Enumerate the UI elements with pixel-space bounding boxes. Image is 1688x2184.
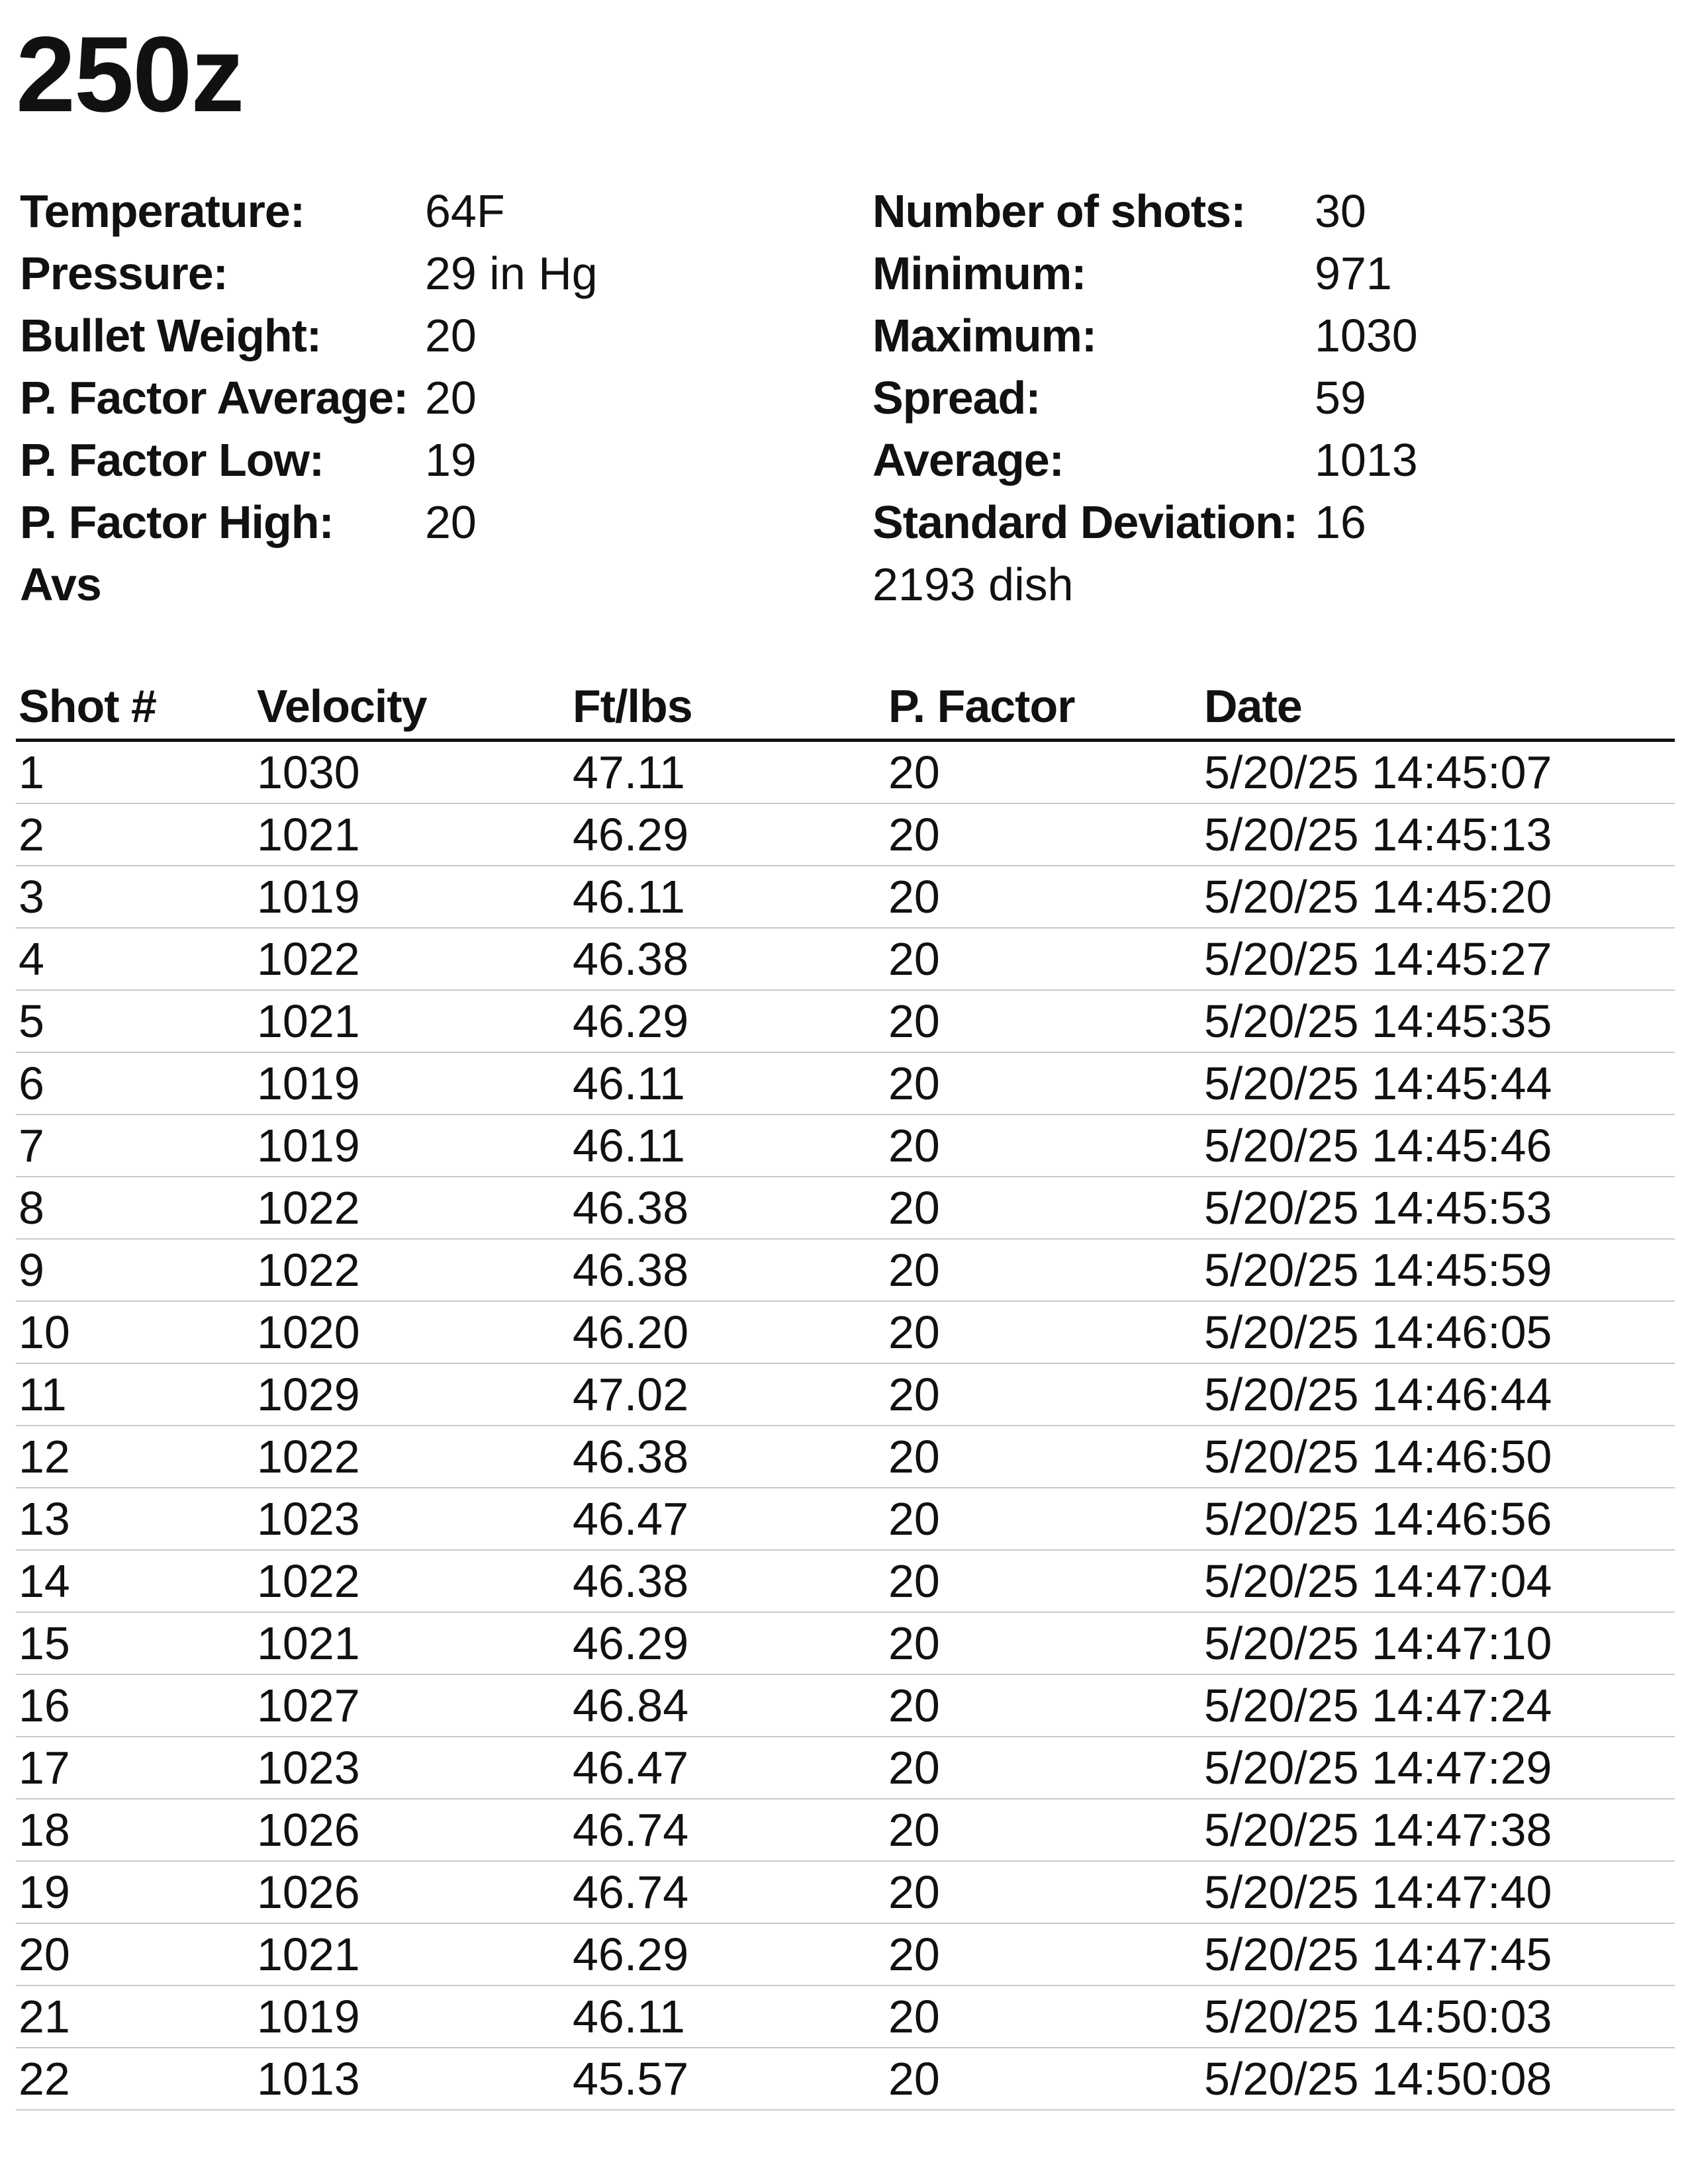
cell-ft-lbs: 46.29: [570, 990, 886, 1052]
cell-shot-number: 15: [16, 1612, 254, 1674]
cell-velocity: 1019: [254, 866, 570, 928]
table-row: [16, 1426, 1675, 1488]
cell-velocity: 1020: [254, 1301, 570, 1363]
cell-shot-number: 20: [16, 1923, 254, 1985]
stat-value: 29 in Hg: [425, 248, 598, 299]
cell-date: 5/20/25 14:45:44: [1201, 1052, 1675, 1115]
stat-label: Maximum:: [872, 310, 1097, 361]
cell-ft-lbs: 46.11: [570, 1052, 886, 1115]
stat-label: P. Factor Average:: [20, 372, 408, 424]
table-body: [16, 741, 1675, 2111]
table-row: [16, 1799, 1675, 1861]
cell-date: 5/20/25 14:45:46: [1201, 1115, 1675, 1177]
cell-velocity: 1026: [254, 1799, 570, 1861]
cell-p-factor: 20: [886, 1550, 1201, 1612]
table-row: [16, 1612, 1675, 1674]
stat-label: P. Factor Low:: [20, 434, 324, 486]
header-shot-number: Shot #: [16, 674, 254, 741]
cell-date: 5/20/25 14:45:59: [1201, 1239, 1675, 1301]
table-row: [16, 928, 1675, 990]
cell-velocity: 1029: [254, 1363, 570, 1426]
cell-p-factor: 20: [886, 1363, 1201, 1426]
cell-velocity: 1022: [254, 1426, 570, 1488]
table-row: [16, 1923, 1675, 1985]
cell-p-factor: 20: [886, 1488, 1201, 1550]
cell-velocity: 1021: [254, 803, 570, 866]
cell-p-factor: 20: [886, 1301, 1201, 1363]
cell-velocity: 1021: [254, 1923, 570, 1985]
cell-ft-lbs: 46.38: [570, 1550, 886, 1612]
stat-label: Spread:: [872, 372, 1041, 424]
cell-ft-lbs: 46.38: [570, 928, 886, 990]
table-row: [16, 1488, 1675, 1550]
cell-velocity: 1021: [254, 990, 570, 1052]
cell-p-factor: 20: [886, 1612, 1201, 1674]
cell-p-factor: 20: [886, 1426, 1201, 1488]
cell-shot-number: 19: [16, 1861, 254, 1923]
cell-ft-lbs: 46.74: [570, 1799, 886, 1861]
cell-date: 5/20/25 14:47:38: [1201, 1799, 1675, 1861]
stat-label: P. Factor High:: [20, 496, 334, 548]
cell-date: 5/20/25 14:50:03: [1201, 1985, 1675, 2048]
header-ft-lbs: Ft/lbs: [570, 674, 886, 741]
stat-pfactor-average: [20, 367, 598, 429]
cell-velocity: 1019: [254, 1052, 570, 1115]
stat-value: 30: [1315, 185, 1366, 237]
table-row: [16, 1550, 1675, 1612]
cell-p-factor: 20: [886, 1674, 1201, 1737]
table-row: [16, 1239, 1675, 1301]
cell-shot-number: 2: [16, 803, 254, 866]
stat-label: Temperature:: [20, 185, 305, 237]
cell-date: 5/20/25 14:46:50: [1201, 1426, 1675, 1488]
stat-bullet-weight: [20, 304, 598, 367]
cell-p-factor: 20: [886, 1985, 1201, 2048]
table-row: [16, 1674, 1675, 1737]
stat-label: Minimum:: [872, 248, 1086, 299]
cell-shot-number: 11: [16, 1363, 254, 1426]
cell-p-factor: 20: [886, 1737, 1201, 1799]
cell-ft-lbs: 46.20: [570, 1301, 886, 1363]
stat-label: Avs: [20, 559, 101, 610]
cell-ft-lbs: 45.57: [570, 2048, 886, 2110]
table-row: [16, 1115, 1675, 1177]
stat-label: Pressure:: [20, 248, 228, 299]
table-row: [16, 1177, 1675, 1239]
cell-shot-number: 12: [16, 1426, 254, 1488]
cell-date: 5/20/25 14:47:45: [1201, 1923, 1675, 1985]
stat-value: 20: [425, 372, 477, 424]
cell-velocity: 1019: [254, 1985, 570, 2048]
cell-ft-lbs: 47.02: [570, 1363, 886, 1426]
table-row: [16, 1985, 1675, 2048]
stat-standard-deviation: [872, 491, 1418, 553]
cell-velocity: 1026: [254, 1861, 570, 1923]
cell-shot-number: 5: [16, 990, 254, 1052]
page-title: 250z: [16, 15, 244, 134]
cell-ft-lbs: 46.29: [570, 1923, 886, 1985]
stat-value: 64F: [425, 185, 505, 237]
cell-date: 5/20/25 14:47:04: [1201, 1550, 1675, 1612]
cell-shot-number: 14: [16, 1550, 254, 1612]
cell-p-factor: 20: [886, 1239, 1201, 1301]
cell-shot-number: 21: [16, 1985, 254, 2048]
cell-ft-lbs: 46.29: [570, 1612, 886, 1674]
stat-value: 16: [1315, 496, 1366, 548]
stat-avs-value: [872, 553, 1418, 615]
cell-date: 5/20/25 14:47:24: [1201, 1674, 1675, 1737]
cell-ft-lbs: 46.29: [570, 803, 886, 866]
cell-p-factor: 20: [886, 1177, 1201, 1239]
cell-date: 5/20/25 14:45:20: [1201, 866, 1675, 928]
cell-p-factor: 20: [886, 1052, 1201, 1115]
table-row: [16, 2048, 1675, 2110]
stat-label: Number of shots:: [872, 185, 1246, 237]
cell-velocity: 1027: [254, 1674, 570, 1737]
table-row: [16, 1363, 1675, 1426]
header-p-factor: P. Factor: [886, 674, 1201, 741]
cell-shot-number: 4: [16, 928, 254, 990]
table-row: [16, 866, 1675, 928]
cell-date: 5/20/25 14:45:53: [1201, 1177, 1675, 1239]
cell-shot-number: 6: [16, 1052, 254, 1115]
cell-shot-number: 7: [16, 1115, 254, 1177]
cell-ft-lbs: 46.84: [570, 1674, 886, 1737]
cell-p-factor: 20: [886, 1799, 1201, 1861]
cell-date: 5/20/25 14:45:27: [1201, 928, 1675, 990]
cell-date: 5/20/25 14:46:05: [1201, 1301, 1675, 1363]
cell-shot-number: 16: [16, 1674, 254, 1737]
cell-ft-lbs: 46.74: [570, 1861, 886, 1923]
cell-p-factor: 20: [886, 2048, 1201, 2110]
table-row: [16, 803, 1675, 866]
cell-velocity: 1022: [254, 1177, 570, 1239]
cell-ft-lbs: 46.11: [570, 1115, 886, 1177]
stat-label: Bullet Weight:: [20, 310, 322, 361]
cell-velocity: 1023: [254, 1737, 570, 1799]
cell-shot-number: 18: [16, 1799, 254, 1861]
cell-date: 5/20/25 14:47:10: [1201, 1612, 1675, 1674]
cell-shot-number: 17: [16, 1737, 254, 1799]
cell-date: 5/20/25 14:47:29: [1201, 1737, 1675, 1799]
cell-p-factor: 20: [886, 1115, 1201, 1177]
cell-velocity: 1019: [254, 1115, 570, 1177]
stat-label: Average:: [872, 434, 1064, 486]
stat-number-of-shots: [872, 180, 1418, 242]
stat-pfactor-high: [20, 491, 598, 553]
table-row: [16, 1737, 1675, 1799]
cell-date: 5/20/25 14:47:40: [1201, 1861, 1675, 1923]
avs-value: 2193 dish: [872, 559, 1074, 610]
cell-velocity: 1023: [254, 1488, 570, 1550]
summary-left: [20, 180, 598, 615]
header-velocity: Velocity: [254, 674, 570, 741]
stat-value: 20: [425, 496, 477, 548]
cell-p-factor: 20: [886, 1923, 1201, 1985]
cell-ft-lbs: 46.11: [570, 866, 886, 928]
cell-ft-lbs: 46.47: [570, 1488, 886, 1550]
cell-p-factor: 20: [886, 1861, 1201, 1923]
cell-p-factor: 20: [886, 928, 1201, 990]
cell-shot-number: 10: [16, 1301, 254, 1363]
stat-value: 20: [425, 310, 477, 361]
stat-maximum: [872, 304, 1418, 367]
cell-p-factor: 20: [886, 741, 1201, 804]
cell-shot-number: 13: [16, 1488, 254, 1550]
stat-spread: [872, 367, 1418, 429]
cell-shot-number: 22: [16, 2048, 254, 2110]
cell-shot-number: 1: [16, 741, 254, 804]
cell-ft-lbs: 46.38: [570, 1239, 886, 1301]
cell-date: 5/20/25 14:45:13: [1201, 803, 1675, 866]
stat-value: 19: [425, 434, 477, 486]
cell-velocity: 1013: [254, 2048, 570, 2110]
table-row: [16, 1861, 1675, 1923]
stat-minimum: [872, 242, 1418, 304]
stat-avs: [20, 553, 598, 615]
cell-velocity: 1021: [254, 1612, 570, 1674]
table-row: [16, 741, 1675, 804]
cell-velocity: 1030: [254, 741, 570, 804]
cell-shot-number: 8: [16, 1177, 254, 1239]
summary-right: [872, 180, 1418, 615]
stat-label: Standard Deviation:: [872, 496, 1298, 548]
cell-velocity: 1022: [254, 928, 570, 990]
cell-shot-number: 9: [16, 1239, 254, 1301]
stat-average: [872, 429, 1418, 491]
cell-p-factor: 20: [886, 803, 1201, 866]
stat-value: 971: [1315, 248, 1392, 299]
stat-value: 1013: [1315, 434, 1418, 486]
cell-date: 5/20/25 14:50:08: [1201, 2048, 1675, 2110]
cell-ft-lbs: 46.47: [570, 1737, 886, 1799]
cell-date: 5/20/25 14:46:44: [1201, 1363, 1675, 1426]
table-row: [16, 990, 1675, 1052]
stat-pfactor-low: [20, 429, 598, 491]
cell-date: 5/20/25 14:46:56: [1201, 1488, 1675, 1550]
header-date: Date: [1201, 674, 1675, 741]
table-header-row: [16, 674, 1675, 741]
cell-ft-lbs: 46.38: [570, 1426, 886, 1488]
cell-ft-lbs: 46.11: [570, 1985, 886, 2048]
cell-velocity: 1022: [254, 1550, 570, 1612]
stat-value: 59: [1315, 372, 1366, 424]
cell-date: 5/20/25 14:45:07: [1201, 741, 1675, 804]
table-row: [16, 1052, 1675, 1115]
stat-value: 1030: [1315, 310, 1418, 361]
cell-p-factor: 20: [886, 866, 1201, 928]
cell-velocity: 1022: [254, 1239, 570, 1301]
table-row: [16, 1301, 1675, 1363]
cell-shot-number: 3: [16, 866, 254, 928]
cell-p-factor: 20: [886, 990, 1201, 1052]
stat-pressure: [20, 242, 598, 304]
cell-date: 5/20/25 14:45:35: [1201, 990, 1675, 1052]
cell-ft-lbs: 46.38: [570, 1177, 886, 1239]
cell-ft-lbs: 47.11: [570, 741, 886, 804]
stat-temperature: [20, 180, 598, 242]
shots-table: [16, 674, 1675, 2111]
